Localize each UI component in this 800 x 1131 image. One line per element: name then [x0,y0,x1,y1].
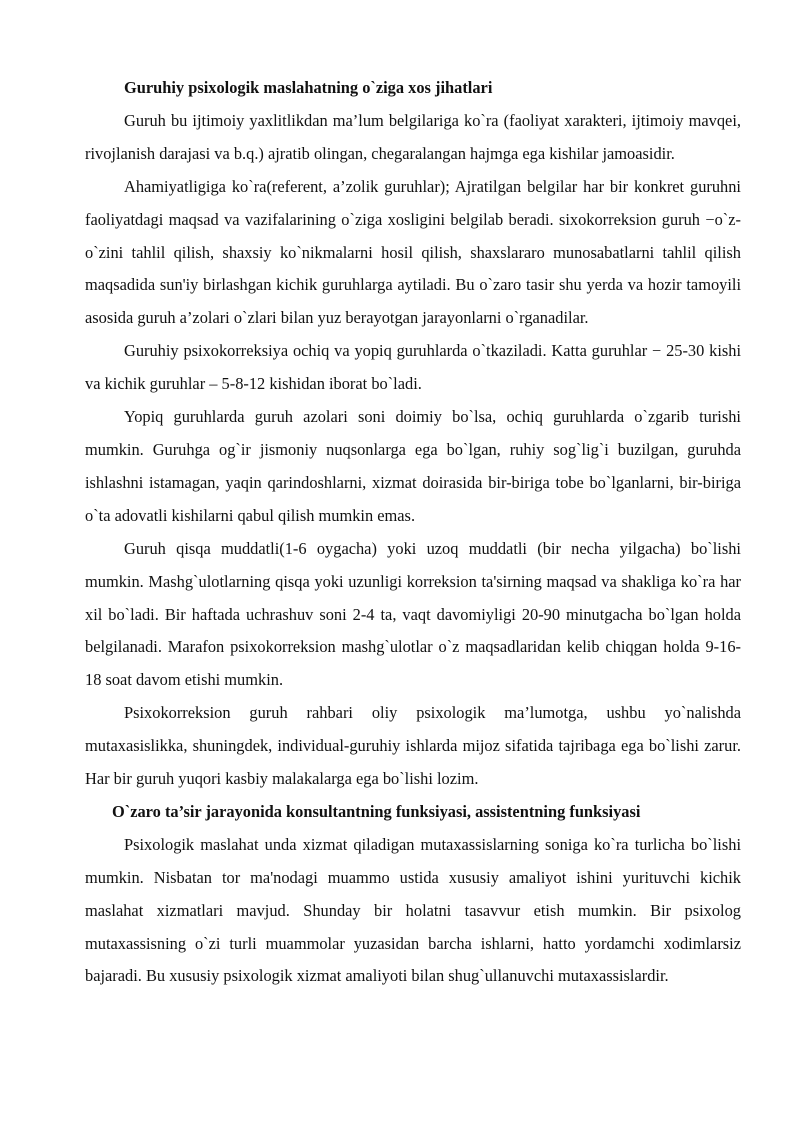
section-heading-group-counseling: Guruhiy psixologik maslahatning o`ziga xos jihatlari [124,78,493,97]
paragraph: Yopiq guruhlarda guruh azolari soni doimiy bo`lsa, ochiq guruhlarda o`zgarib turishi mumkin. Guruhga og`ir jismoniy nuqsonlarga ega bo`lgan, ruhiy sog`lig`i buzilgan, guruhda ishlashni istamagan, yaqin qarindoshlarni, xizmat doirasida bir-biriga tobe bo`lganlarni, bir-biriga o`ta adovatli kishilarni qabul qilish mumkin emas. [85,407,741,525]
paragraph: Ahamiyatligiga ko`ra(referent, a’zolik guruhlar); Ajratilgan belgilar har bir konkret guruhni faoliyatdagi maqsad va vazifalarining o`ziga xosligini belgilab beradi. sixokorreksion guruh −o`z-o`zini tahlil qilish, shaxsiy ko`nikmalarni hosil qilish, shaxslararo munosabatlarni tahlil qilish maqsadida sun'iy birlashgan kichik guruhlarga aytiladi. Bu o`zaro tasir shu yerda va hozir tamoyili asosida guruh a’zolari o`zlari bilan yuz berayotgan jarayonlarni o`rganadilar. [85,176,741,328]
section-heading-consultant-functions: O`zaro ta’sir jarayonida konsultantning funksiyasi, assistentning funksiyasi [112,801,641,821]
paragraph: Guruh bu ijtimoiy yaxlitlikdan ma’lum belgilariga ko`ra (faoliyat xarakteri, ijtimoiy mavqei, rivojlanish darajasi va b.q.) ajratib olingan, chegaralangan hajmga ega kishilar jamoasidir. [85,110,741,163]
paragraph: Psixokorreksion guruh rahbari oliy psixologik ma’lumotga, ushbu yo`nalishda mutaxasislikka, shuningdek, individual-guruhiy ishlarda mijoz sifatida tajribaga ega bo`lishi zarur. Har bir guruh yuqori kasbiy malakalarga ega bo`lishi lozim. [85,703,741,789]
paragraph: Guruh qisqa muddatli(1-6 oygacha) yoki uzoq muddatli (bir necha yilgacha) bo`lishi mumkin. Mashg`ulotlarning qisqa yoki uzunligi korreksion ta'sirning maqsad va shakliga ko`ra har xil bo`ladi. Bir haftada uchrashuv soni 2-4 ta, vaqt davomiyligi 20-90 minutgacha bo`lgan holda belgilanadi. Marafon psixokorreksion mashg`ulotlar o`z maqsadlaridan kelib chiqgan holda 9-16-18 soat davom etishi mumkin. [85,538,741,690]
paragraph: Guruhiy psixokorreksiya ochiq va yopiq guruhlarda o`tkaziladi. Katta guruhlar − 25-30 kishi va kichik guruhlar – 5-8-12 kishidan iborat bo`ladi. [85,341,741,394]
document-page [85,72,741,993]
paragraph: Psixologik maslahat unda xizmat qiladigan mutaxassislarning soniga ko`ra turlicha bo`lishi mumkin. Nisbatan tor ma'nodagi muammo ustida xususiy amaliyot ishini yurituvchi kichik maslahat xizmatlari mavjud. Shunday bir holatni tasavvur etish mumkin. Bir psixolog mutaxassisning o`zi turli muammolar yuzasidan barcha ishlarni, hatto yordamchi xodimlarsiz bajaradi. Bu xususiy psixologik xizmat amaliyoti bilan shug`ullanuvchi mutaxassislardir. [85,834,741,986]
